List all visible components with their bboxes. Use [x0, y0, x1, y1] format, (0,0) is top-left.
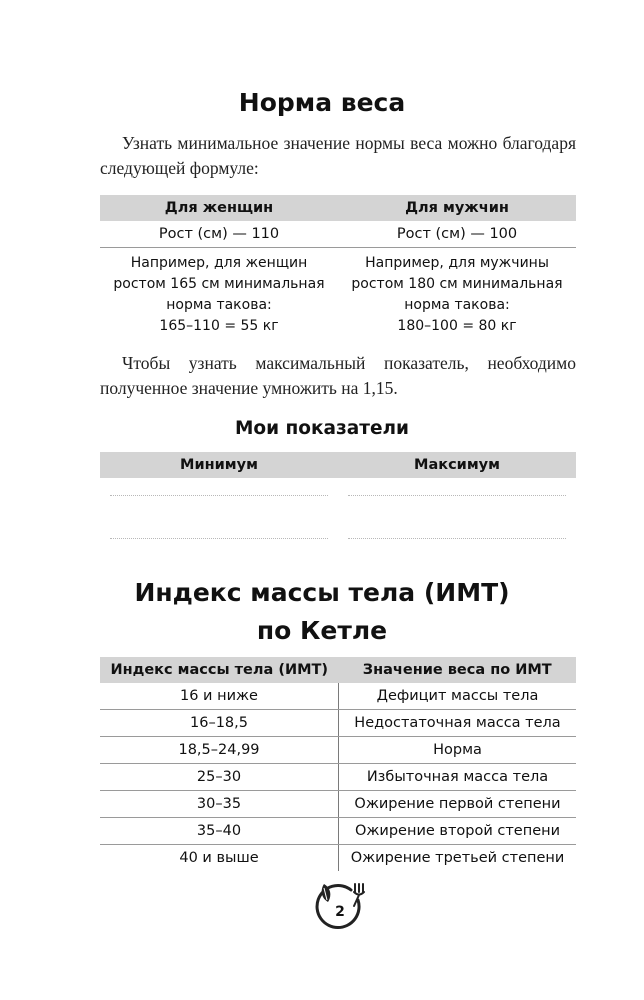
bmi-meaning: Ожирение второй степени [339, 818, 577, 845]
bmi-table [100, 657, 576, 871]
bmi-range: 35–40 [100, 818, 339, 845]
header-maximum: Максимум [414, 457, 500, 473]
example-women-line: Например, для женщин [130, 255, 308, 271]
bmi-table-header [100, 657, 576, 683]
header-women: Для женщин [164, 200, 274, 216]
section-title-my-indicators: Мои показатели [234, 418, 410, 439]
bmi-range: 16–18,5 [100, 710, 339, 737]
example-men-line: 180–100 = 80 кг [397, 318, 517, 334]
intro-paragraph: Узнать минимальное значение нормы веса можно благодаря следующей формуле: [100, 133, 576, 178]
table-row [100, 818, 576, 845]
bmi-meaning: Избыточная масса тела [339, 764, 577, 791]
bmi-range: 40 и выше [100, 845, 339, 872]
example-women-line: 165–110 = 55 кг [159, 318, 279, 334]
fill-line-maximum[interactable] [348, 495, 566, 496]
bmi-title-line1: Индекс массы тела (ИМТ) [134, 578, 510, 607]
norm-table-header [100, 195, 576, 221]
formula-men: Рост (см) — 100 [396, 226, 518, 242]
example-men-line: Например, для мужчины [365, 255, 549, 271]
formula-row [100, 221, 576, 248]
header-minimum: Минимум [180, 457, 258, 473]
section-title-bmi [0, 574, 644, 650]
bmi-range: 30–35 [100, 791, 339, 818]
example-women-line: норма такова: [166, 297, 272, 313]
bmi-range: 18,5–24,99 [100, 737, 339, 764]
example-men-line: ростом 180 см минимальная [351, 276, 563, 292]
example-men-line: норма такова: [404, 297, 510, 313]
example-women-line: ростом 165 см минимальная [113, 276, 325, 292]
section-title-weight-norm: Норма веса [238, 88, 406, 117]
header-bmi-meaning: Значение веса по ИМТ [339, 657, 577, 683]
fill-line-minimum[interactable] [110, 495, 328, 496]
fill-line-minimum[interactable] [110, 538, 328, 539]
formula-women: Рост (см) — 110 [158, 226, 280, 242]
bmi-title-line2: по Кетле [256, 616, 388, 645]
header-bmi-index: Индекс массы тела (ИМТ) [100, 657, 339, 683]
bmi-meaning: Дефицит массы тела [339, 683, 577, 710]
example-row [100, 248, 576, 337]
page-number-emblem [311, 880, 369, 938]
header-men: Для мужчин [405, 200, 509, 216]
max-paragraph: Чтобы узнать максимальный показатель, необходимо полученное значение умножить на 1,15. [100, 353, 576, 398]
my-indicators-header [100, 452, 576, 478]
bmi-meaning: Норма [339, 737, 577, 764]
table-row [100, 683, 576, 710]
bmi-range: 25–30 [100, 764, 339, 791]
bmi-range: 16 и ниже [100, 683, 339, 710]
norm-table [100, 195, 576, 337]
example-men [338, 253, 576, 337]
my-indicators-table [100, 452, 576, 478]
bmi-meaning: Недостаточная масса тела [339, 710, 577, 737]
page-number: 2 [335, 904, 345, 920]
bmi-meaning: Ожирение первой степени [339, 791, 577, 818]
fill-line-maximum[interactable] [348, 538, 566, 539]
table-row [100, 737, 576, 764]
table-row [100, 764, 576, 791]
example-women [100, 253, 338, 337]
table-row [100, 845, 576, 872]
table-row [100, 710, 576, 737]
bmi-meaning: Ожирение третьей степени [350, 850, 565, 866]
table-row [100, 791, 576, 818]
